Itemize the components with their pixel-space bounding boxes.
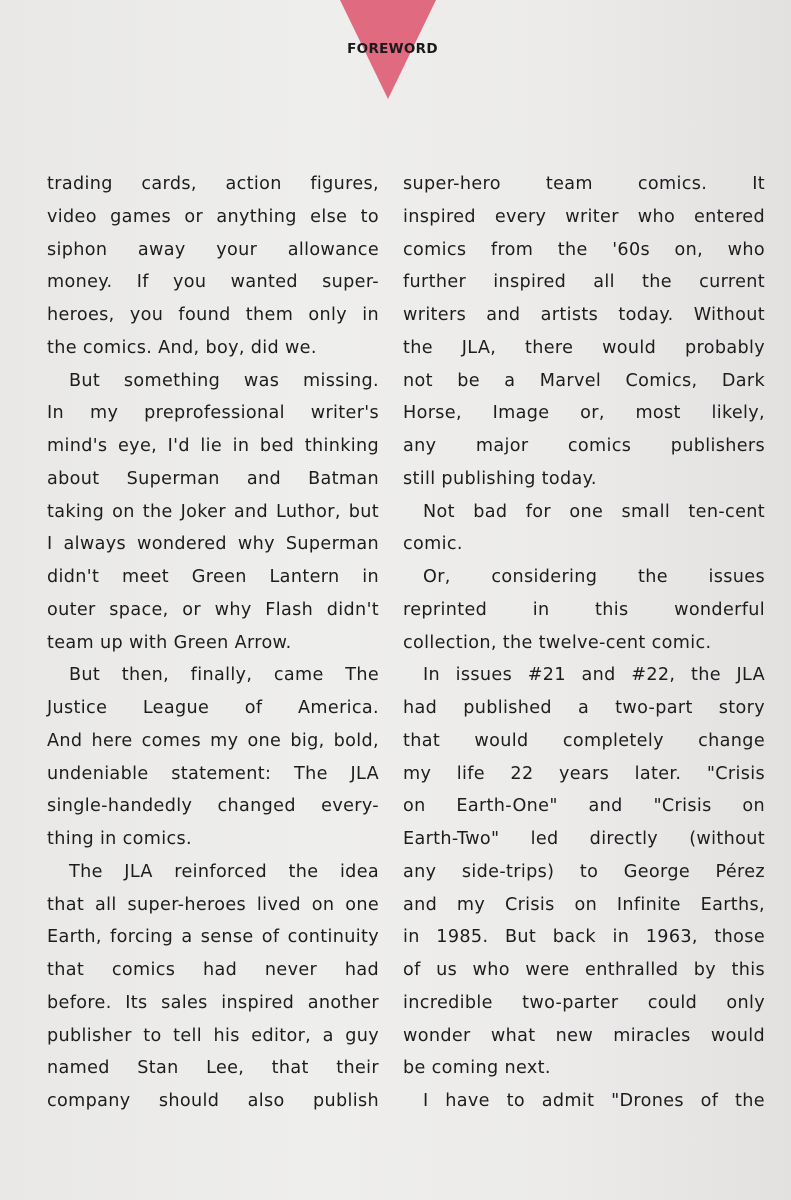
text-line: wonder what new miracles would [403,1025,765,1046]
text-line: And here comes my one big, bold, [47,730,379,751]
text-line: that comics had never had [47,960,379,980]
text-line: siphon away your allowance [47,239,379,260]
text-line: named Stan Lee, that their [47,1058,379,1079]
text-line: publisher to tell his editor, a guy [47,1025,379,1046]
text-line: Earth, forcing a sense of continuity [47,927,379,948]
text-line: that all super-heroes lived on one [47,894,379,915]
text-line: reprinted in this wonderful [403,599,765,620]
text-line: thing in comics. [47,829,192,849]
text-line: comics from the '60s on, who [403,239,765,260]
right-text-column [403,168,765,1118]
text-line: Or, considering the issues [423,567,765,587]
text-line: In issues #21 and #22, the JLA [423,665,765,686]
text-line: I always wondered why Superman [47,534,379,555]
text-line: collection, the twelve-cent comic. [403,632,712,653]
text-line: Not bad for one small ten-cent [423,501,765,522]
text-line: about Superman and Batman [47,468,379,489]
text-line: any side-trips) to George Pérez [403,861,765,882]
text-line: In my preprofessional writer's [47,403,379,424]
text-line: comic. [403,534,463,555]
text-line: trading cards, action figures, [47,174,379,194]
text-line: outer space, or why Flash didn't [47,599,379,620]
text-line: my life 22 years later. "Crisis [403,763,765,784]
text-line: be coming next. [403,1058,551,1079]
text-line: further inspired all the current [403,272,765,293]
text-line: company should also publish [47,1091,379,1111]
text-line: any major comics publishers [403,436,765,456]
text-line: on Earth-One" and "Crisis on [403,796,765,817]
text-line: not be a Marvel Comics, Dark [403,370,765,391]
text-line: super-hero team comics. It [403,174,765,194]
text-line: I have to admit "Drones of the [423,1091,765,1111]
text-line: Horse, Image or, most likely, [403,403,765,424]
left-text-column [47,168,379,1118]
text-line: the JLA, there would probably [403,337,765,358]
text-line: before. Its sales inspired another [47,992,379,1013]
text-line: still publishing today. [403,468,597,489]
text-line: and my Crisis on Infinite Earths, [403,894,765,915]
section-title: FOREWORD [347,41,438,57]
text-line: But then, finally, came The [69,665,379,686]
text-line: money. If you wanted super- [47,272,379,293]
text-line: didn't meet Green Lantern in [47,567,379,587]
text-line: writers and artists today. Without [403,305,765,325]
text-line: inspired every writer who entered [403,206,765,227]
text-line: Earth-Two" led directly (without [403,829,765,849]
text-line: incredible two-parter could only [403,992,765,1013]
text-line: But something was missing. [69,370,379,391]
text-line: undeniable statement: The JLA [47,763,379,784]
text-line: had published a two-part story [403,698,765,718]
text-line: taking on the Joker and Luthor, but [47,501,379,522]
text-line: mind's eye, I'd lie in bed thinking [47,436,379,456]
text-line: team up with Green Arrow. [47,632,292,653]
text-line: of us who were enthralled by this [403,960,765,980]
text-line: Justice League of America. [47,698,379,718]
text-line: video games or anything else to [47,206,379,227]
text-line: single-handedly changed every- [47,796,379,817]
text-line: in 1985. But back in 1963, those [403,927,765,948]
text-line: heroes, you found them only in [47,305,379,325]
text-line: the comics. And, boy, did we. [47,337,317,358]
text-line: The JLA reinforced the idea [69,861,379,882]
text-line: that would completely change [403,730,765,751]
